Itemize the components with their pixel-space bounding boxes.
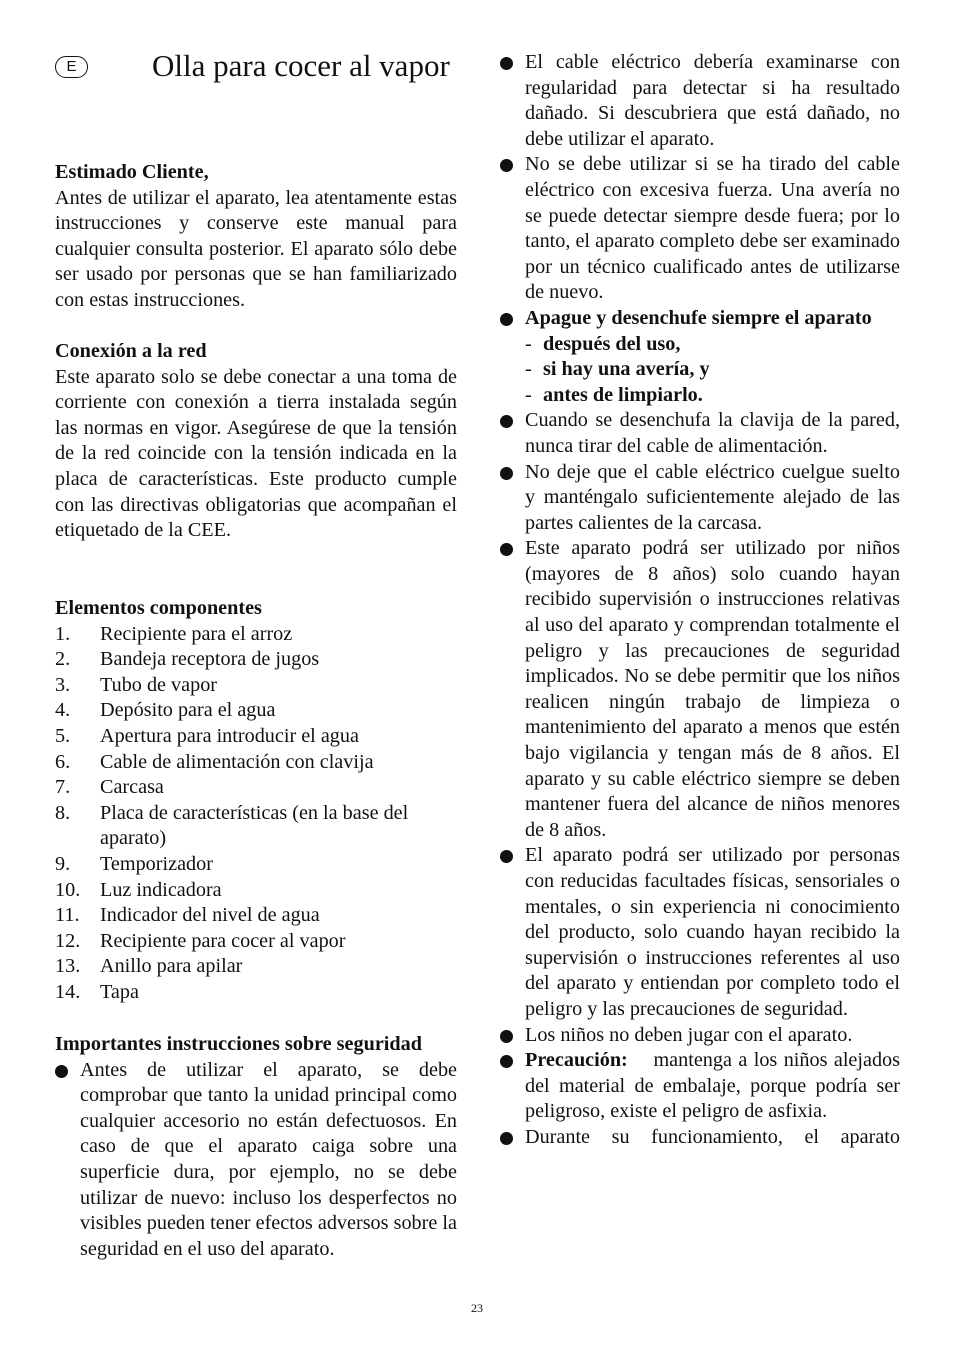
list-item: 7. Carcasa <box>55 776 164 799</box>
list-item: 14. Tapa <box>55 980 139 1003</box>
page-number: 23 <box>471 1301 483 1315</box>
connection-heading: Conexión a la red <box>55 340 207 362</box>
list-item: Cuando se desenchufa la clavija de la pared, nunca tirar del cable de alimentación. <box>500 408 900 459</box>
list-item: El cable eléctrico debería examinarse con regularidad para detectar si ha resultado dañado. Si descubriera que está dañado, no debe utilizar el aparato. <box>500 50 900 152</box>
list-item: 4. Depósito para el agua <box>55 699 276 722</box>
page-title: Olla para cocer al vapor <box>152 48 450 83</box>
list-item: - antes de limpiarlo. <box>525 383 703 406</box>
list-item: - después del uso, <box>525 332 681 355</box>
intro-heading: Estimado Cliente, <box>55 161 209 183</box>
list-item: 5. Apertura para introducir el agua <box>55 724 359 747</box>
list-item: 9. Temporizador <box>55 852 213 875</box>
language-badge: E <box>55 56 88 78</box>
unplug-lead: Apague y desenchufe siempre el aparato <box>525 306 872 329</box>
list-item: Precaución: mantenga a los niños alejados del material de embalaje, porque podría ser peligroso, existe el peligro de asfixia. <box>500 1048 900 1125</box>
safety-list-left <box>55 1058 457 1263</box>
list-item: No deje que el cable eléctrico cuelgue suelto y manténgalo suficientemente alejado de las partes calientes de la carcasa. <box>500 460 900 537</box>
intro-text: Antes de utilizar el aparato, lea atentamente estas instrucciones y conserve este manual para cualquier consulta posterior. El aparato sólo debe ser usado por personas que se han familiarizado con estas instrucciones. <box>55 186 457 311</box>
list-item: 1. Recipiente para el arroz <box>55 622 293 645</box>
list-item: - si hay una avería, y <box>525 358 710 381</box>
list-item: 10. Luz indicadora <box>55 878 222 901</box>
unplug-sublist <box>525 332 900 409</box>
list-item: El aparato podrá ser utilizado por personas con reducidas facultades físicas, sensoriales o mentales, o sin experiencia ni conocimiento del producto, solo cuando hayan recibido la supervisión o instrucciones referentes al uso del aparato y entiendan por completo todo el peligro y las precauciones de seguridad. <box>500 843 900 1022</box>
list-item: 8. Placa de características (en la base del aparato) <box>55 801 409 850</box>
list-item: Antes de utilizar el aparato, se debe comprobar que tanto la unidad principal como cualquier accesorio no están defectuosos. En caso de que el aparato caiga sobre una superficie dura, por ejemplo, no se debe utilizar de nuevo: incluso los desperfectos no visibles pueden tener efectos adversos sobre la seguridad en el uso del aparato. <box>55 1058 457 1263</box>
list-item: Durante su funcionamiento, el aparato <box>500 1125 900 1151</box>
caution-label: Precaución: <box>525 1049 628 1072</box>
list-item: No se debe utilizar si se ha tirado del cable eléctrico con excesiva fuerza. Una avería no se puede detectar siempre desde fuera; por lo tanto, el aparato completo debe ser examinado por un técnico cualificado antes de utilizarse de nuevo. <box>500 152 900 306</box>
list-item: 3. Tubo de vapor <box>55 673 218 696</box>
list-item: 12. Recipiente para cocer al vapor <box>55 929 346 952</box>
list-item: 2. Bandeja receptora de jugos <box>55 648 320 671</box>
connection-text: Este aparato solo se debe conectar a una toma de corriente con conexión a tierra instalada según las normas en vigor. Asegúrese de que la tensión de la red coincide con la tensión indicada en la placa de características. Este producto cumple con las directivas obligatorias que acompañan el etiquetado de la CEE. <box>55 365 457 542</box>
components-heading: Elementos componentes <box>55 597 262 619</box>
safety-heading: Importantes instrucciones sobre seguridad <box>55 1033 422 1055</box>
list-item: Este aparato podrá ser utilizado por niños (mayores de 8 años) solo cuando hayan recibido supervisión o instrucciones relativas al uso del aparato y comprendan totalmente el peligro y las precauciones de seguridad implicados. No se debe permitir que los niños realicen ningún trabajo de limpieza o mantenimiento del aparato a menos que estén bajo vigilancia y tengan más de 8 años. El aparato y su cable eléctrico siempre se deben mantener fuera del alcance de niños menores de 8 años. <box>500 536 900 843</box>
list-item <box>500 306 900 408</box>
safety-list-right <box>500 50 900 1151</box>
list-item: 11. Indicador del nivel de agua <box>55 904 320 927</box>
list-item: 13. Anillo para apilar <box>55 955 243 978</box>
list-item: 6. Cable de alimentación con clavija <box>55 750 374 773</box>
components-list <box>55 622 457 1006</box>
list-item: Los niños no deben jugar con el aparato. <box>500 1023 900 1049</box>
